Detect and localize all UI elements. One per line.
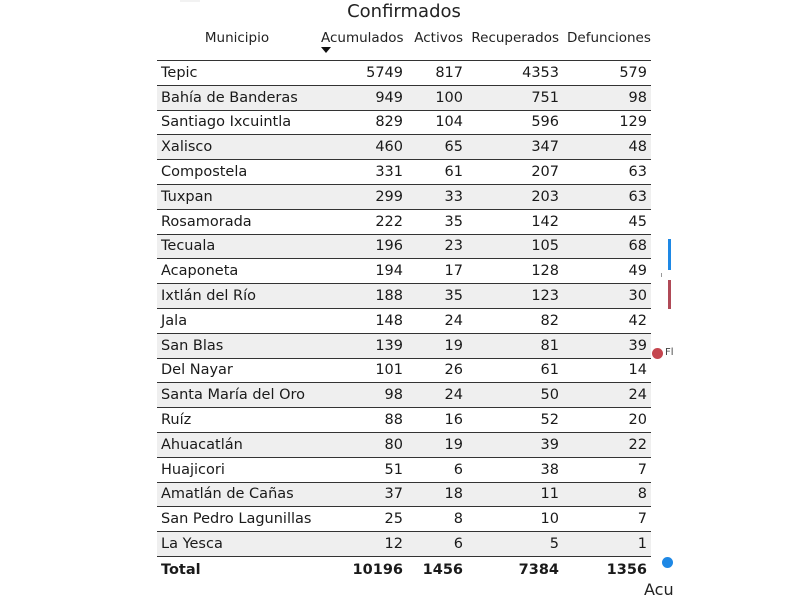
cell-defunciones: 42 xyxy=(563,308,651,333)
cell-municipio: Bahía de Banderas xyxy=(157,85,317,110)
cell-recuperados: 38 xyxy=(467,457,563,482)
cell-defunciones: 48 xyxy=(563,135,651,160)
cell-acumulados: 101 xyxy=(317,358,407,383)
cell-municipio: Rosamorada xyxy=(157,209,317,234)
legend-blue-dot-icon xyxy=(662,557,673,568)
cell-municipio: Compostela xyxy=(157,160,317,185)
total-defunciones: 1356 xyxy=(606,561,647,578)
table-row[interactable] xyxy=(157,184,651,209)
cell-recuperados: 5 xyxy=(467,532,563,557)
cell-municipio: Amatlán de Cañas xyxy=(157,482,317,507)
cell-defunciones: 68 xyxy=(563,234,651,259)
table-row[interactable] xyxy=(157,209,651,234)
cell-acumulados: 460 xyxy=(317,135,407,160)
cell-acumulados: 331 xyxy=(317,160,407,185)
cell-municipio: Tuxpan xyxy=(157,184,317,209)
column-header-defunciones[interactable]: Defunciones xyxy=(567,30,651,46)
cell-municipio: San Blas xyxy=(157,333,317,358)
cell-recuperados: 39 xyxy=(467,432,563,457)
cell-municipio: Acaponeta xyxy=(157,259,317,284)
column-header-acumulados-label: Acumulados xyxy=(321,30,404,46)
side-visual-tick xyxy=(661,273,662,277)
cell-activos: 23 xyxy=(407,234,467,259)
cell-activos: 24 xyxy=(407,308,467,333)
cell-municipio: Del Nayar xyxy=(157,358,317,383)
table-row[interactable] xyxy=(157,135,651,160)
cell-activos: 104 xyxy=(407,110,467,135)
cell-defunciones: 579 xyxy=(563,61,651,86)
cell-activos: 100 xyxy=(407,85,467,110)
table-row[interactable] xyxy=(157,110,651,135)
cell-acumulados: 829 xyxy=(317,110,407,135)
cell-defunciones: 1 xyxy=(563,532,651,557)
cell-recuperados: 11 xyxy=(467,482,563,507)
table-row[interactable] xyxy=(157,234,651,259)
legend-red-dot-icon xyxy=(652,348,663,359)
cell-municipio: Ruíz xyxy=(157,408,317,433)
cell-defunciones: 7 xyxy=(563,507,651,532)
cell-acumulados: 25 xyxy=(317,507,407,532)
table-title: Confirmados xyxy=(347,1,461,22)
cell-acumulados: 12 xyxy=(317,532,407,557)
cell-acumulados: 98 xyxy=(317,383,407,408)
table-row[interactable] xyxy=(157,333,651,358)
table-row[interactable] xyxy=(157,432,651,457)
cell-recuperados: 347 xyxy=(467,135,563,160)
cell-recuperados: 61 xyxy=(467,358,563,383)
cell-defunciones: 39 xyxy=(563,333,651,358)
cell-municipio: San Pedro Lagunillas xyxy=(157,507,317,532)
cell-municipio: Tecuala xyxy=(157,234,317,259)
total-recuperados: 7384 xyxy=(518,561,559,578)
table-row[interactable] xyxy=(157,284,651,309)
cell-acumulados: 194 xyxy=(317,259,407,284)
side-visual-acu-label: Acu xyxy=(644,580,674,599)
cell-acumulados: 222 xyxy=(317,209,407,234)
cell-recuperados: 10 xyxy=(467,507,563,532)
cell-activos: 6 xyxy=(407,457,467,482)
cell-recuperados: 596 xyxy=(467,110,563,135)
cell-municipio: Ahuacatlán xyxy=(157,432,317,457)
total-acumulados: 10196 xyxy=(352,561,403,578)
cell-acumulados: 299 xyxy=(317,184,407,209)
side-visual-red-bar xyxy=(668,280,671,309)
cell-defunciones: 14 xyxy=(563,358,651,383)
cell-municipio: Santa María del Oro xyxy=(157,383,317,408)
table-row[interactable] xyxy=(157,259,651,284)
cell-activos: 19 xyxy=(407,432,467,457)
cell-activos: 24 xyxy=(407,383,467,408)
cell-recuperados: 123 xyxy=(467,284,563,309)
cell-defunciones: 63 xyxy=(563,160,651,185)
header-row xyxy=(157,28,651,61)
column-header-activos[interactable]: Activos xyxy=(414,30,463,46)
side-visual-blue-bar xyxy=(668,239,671,270)
total-activos: 1456 xyxy=(422,561,463,578)
table-row[interactable] xyxy=(157,85,651,110)
total-row xyxy=(157,556,651,583)
cell-recuperados: 52 xyxy=(467,408,563,433)
cell-activos: 65 xyxy=(407,135,467,160)
cell-activos: 33 xyxy=(407,184,467,209)
cell-activos: 17 xyxy=(407,259,467,284)
table-row[interactable] xyxy=(157,507,651,532)
cell-recuperados: 50 xyxy=(467,383,563,408)
cell-recuperados: 105 xyxy=(467,234,563,259)
cell-municipio: Huajicori xyxy=(157,457,317,482)
cell-activos: 6 xyxy=(407,532,467,557)
cell-recuperados: 751 xyxy=(467,85,563,110)
cell-municipio: Ixtlán del Río xyxy=(157,284,317,309)
table-row[interactable] xyxy=(157,532,651,557)
cell-acumulados: 139 xyxy=(317,333,407,358)
cell-acumulados: 37 xyxy=(317,482,407,507)
cell-activos: 35 xyxy=(407,209,467,234)
table-row[interactable] xyxy=(157,457,651,482)
cell-municipio: Santiago Ixcuintla xyxy=(157,110,317,135)
cell-activos: 18 xyxy=(407,482,467,507)
cell-acumulados: 148 xyxy=(317,308,407,333)
column-header-municipio[interactable]: Municipio xyxy=(204,30,270,46)
cell-recuperados: 81 xyxy=(467,333,563,358)
cell-recuperados: 4353 xyxy=(467,61,563,86)
table-row[interactable] xyxy=(157,160,651,185)
cell-recuperados: 203 xyxy=(467,184,563,209)
cell-recuperados: 142 xyxy=(467,209,563,234)
sort-descending-icon xyxy=(321,47,331,53)
cell-municipio: Tepic xyxy=(157,61,317,86)
cell-recuperados: 207 xyxy=(467,160,563,185)
cell-defunciones: 24 xyxy=(563,383,651,408)
cell-defunciones: 22 xyxy=(563,432,651,457)
cell-municipio: Jala xyxy=(157,308,317,333)
cell-activos: 16 xyxy=(407,408,467,433)
cell-activos: 19 xyxy=(407,333,467,358)
legend-fl-label: Fl xyxy=(665,347,674,358)
cell-acumulados: 188 xyxy=(317,284,407,309)
column-header-recuperados[interactable]: Recuperados xyxy=(471,30,559,46)
cell-defunciones: 30 xyxy=(563,284,651,309)
table-row[interactable] xyxy=(157,408,651,433)
cell-activos: 35 xyxy=(407,284,467,309)
cell-defunciones: 20 xyxy=(563,408,651,433)
cell-acumulados: 88 xyxy=(317,408,407,433)
cell-activos: 26 xyxy=(407,358,467,383)
cell-defunciones: 45 xyxy=(563,209,651,234)
cell-activos: 61 xyxy=(407,160,467,185)
cell-defunciones: 8 xyxy=(563,482,651,507)
cell-acumulados: 196 xyxy=(317,234,407,259)
cell-defunciones: 63 xyxy=(563,184,651,209)
cell-defunciones: 98 xyxy=(563,85,651,110)
table-row[interactable] xyxy=(157,383,651,408)
cell-recuperados: 128 xyxy=(467,259,563,284)
confirmados-table xyxy=(157,28,651,583)
cell-defunciones: 129 xyxy=(563,110,651,135)
cell-defunciones: 7 xyxy=(563,457,651,482)
table-row[interactable] xyxy=(157,482,651,507)
cell-activos: 817 xyxy=(407,61,467,86)
cell-defunciones: 49 xyxy=(563,259,651,284)
cell-acumulados: 949 xyxy=(317,85,407,110)
table-body xyxy=(157,61,651,557)
cell-acumulados: 51 xyxy=(317,457,407,482)
table-row[interactable] xyxy=(157,358,651,383)
column-header-acumulados[interactable] xyxy=(317,28,407,61)
cell-municipio: Xalisco xyxy=(157,135,317,160)
cell-acumulados: 80 xyxy=(317,432,407,457)
cell-municipio: La Yesca xyxy=(157,532,317,557)
table-row[interactable] xyxy=(157,61,651,86)
cell-activos: 8 xyxy=(407,507,467,532)
table-row[interactable] xyxy=(157,308,651,333)
total-label: Total xyxy=(161,561,201,578)
cell-recuperados: 82 xyxy=(467,308,563,333)
cell-acumulados: 5749 xyxy=(317,61,407,86)
